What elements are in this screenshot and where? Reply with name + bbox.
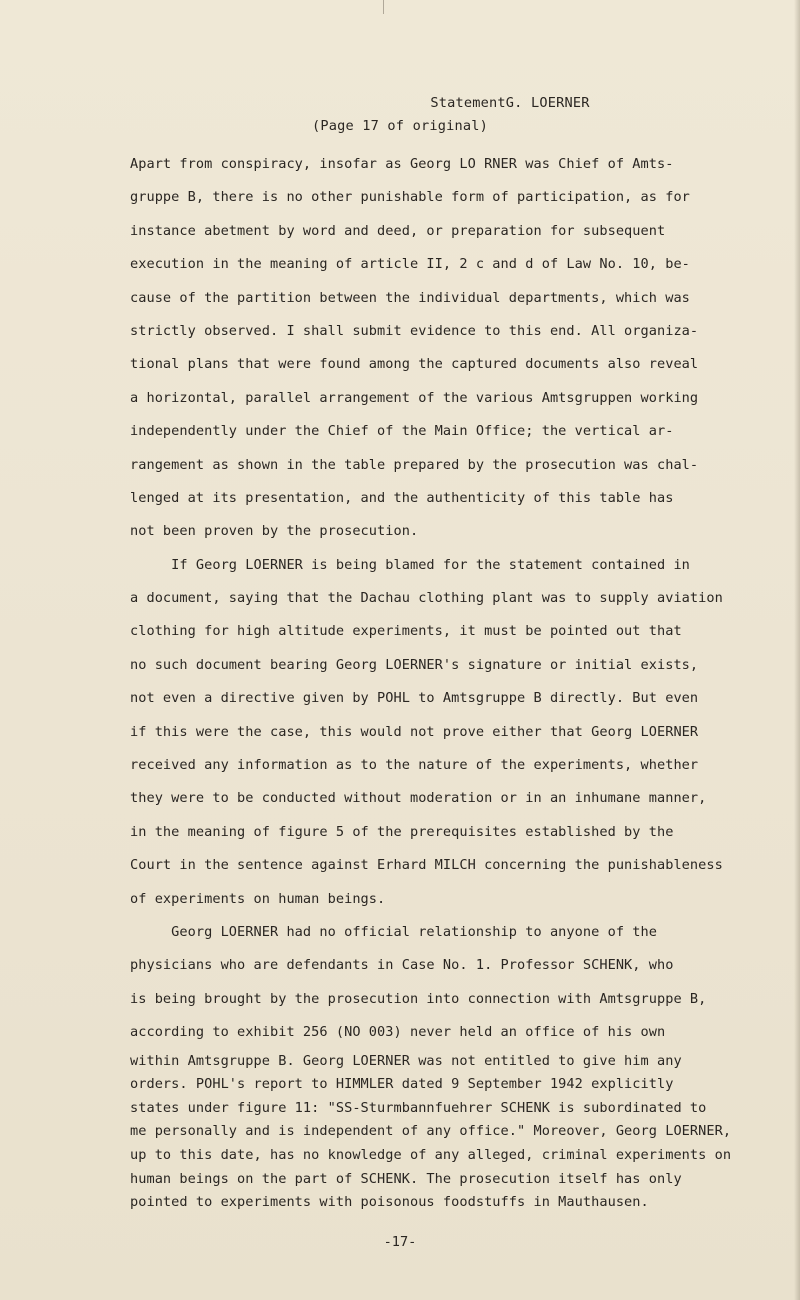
text-line: not been proven by the prosecution.: [130, 523, 419, 540]
text-line: a document, saying that the Dachau clothing plant was to supply aviation: [130, 590, 723, 607]
text-line: a horizontal, parallel arrangement of the various Amtsgruppen working: [130, 389, 699, 406]
body-text: [130, 148, 750, 1215]
text-line: they were to be conducted without moderation or in an inhumane manner,: [130, 790, 707, 807]
text-line: received any information as to the nature of the experiments, whether: [130, 757, 699, 774]
text-line: is being brought by the prosecution into connection with Amtsgruppe B,: [130, 990, 707, 1007]
text-line: If Georg LOERNER is being blamed for the statement contained in: [130, 556, 690, 573]
text-line: physicians who are defendants in Case No. 1. Professor SCHENK, who: [130, 957, 674, 974]
page-reference: (Page 17 of original): [311, 118, 489, 134]
text-line: instance abetment by word and deed, or preparation for subsequent: [130, 222, 666, 239]
text-line: according to exhibit 256 (NO 003) never held an office of his own: [130, 1024, 666, 1041]
text-line: Georg LOERNER had no official relationship to anyone of the: [130, 923, 657, 940]
text-line: Court in the sentence against Erhard MILCH concerning the punishableness: [130, 857, 723, 874]
text-line: orders. POHL's report to HIMMLER dated 9 September 1942 explicitly: [130, 1076, 674, 1093]
text-line: clothing for high altitude experiments, it must be pointed out that: [130, 623, 682, 640]
statement-title: StatementG. LOERNER: [430, 95, 590, 111]
text-line: no such document bearing Georg LOERNER's signature or initial exists,: [130, 656, 699, 673]
text-line: if this were the case, this would not prove either that Georg LOERNER: [130, 723, 699, 740]
text-line: lenged at its presentation, and the authenticity of this table has: [130, 489, 674, 506]
text-line: gruppe B, there is no other punishable form of participation, as for: [130, 189, 690, 206]
fold-mark: [383, 0, 384, 14]
text-line: strictly observed. I shall submit evidence to this end. All organiza-: [130, 322, 699, 339]
text-line: within Amtsgruppe B. Georg LOERNER was not entitled to give him any: [130, 1052, 682, 1069]
text-line: of experiments on human beings.: [130, 890, 386, 907]
text-line: Apart from conspiracy, insofar as Georg LO RNER was Chief of Amts-: [130, 156, 674, 172]
text-line: in the meaning of figure 5 of the prerequisites established by the: [130, 823, 674, 840]
text-line: up to this date, has no knowledge of any alleged, criminal experiments on: [130, 1146, 732, 1163]
page-edge-shadow: [794, 0, 800, 1300]
text-line: pointed to experiments with poisonous foodstuffs in Mauthausen.: [130, 1194, 649, 1211]
text-line: not even a directive given by POHL to Amtsgruppe B directly. But even: [130, 690, 699, 707]
text-line: tional plans that were found among the captured documents also reveal: [130, 356, 699, 373]
text-line: me personally and is independent of any office." Moreover, Georg LOERNER,: [130, 1123, 732, 1140]
text-line: execution in the meaning of article II, 2 c and d of Law No. 10, be-: [130, 256, 690, 273]
text-line: rangement as shown in the table prepared by the prosecution was chal-: [130, 456, 699, 473]
text-line: independently under the Chief of the Main Office; the vertical ar-: [130, 423, 674, 440]
text-line: states under figure 11: "SS-Sturmbannfuehrer SCHENK is subordinated to: [130, 1099, 707, 1116]
text-line: cause of the partition between the individual departments, which was: [130, 289, 690, 306]
text-line: human beings on the part of SCHENK. The prosecution itself has only: [130, 1170, 682, 1187]
page-number: -17-: [383, 1234, 417, 1250]
